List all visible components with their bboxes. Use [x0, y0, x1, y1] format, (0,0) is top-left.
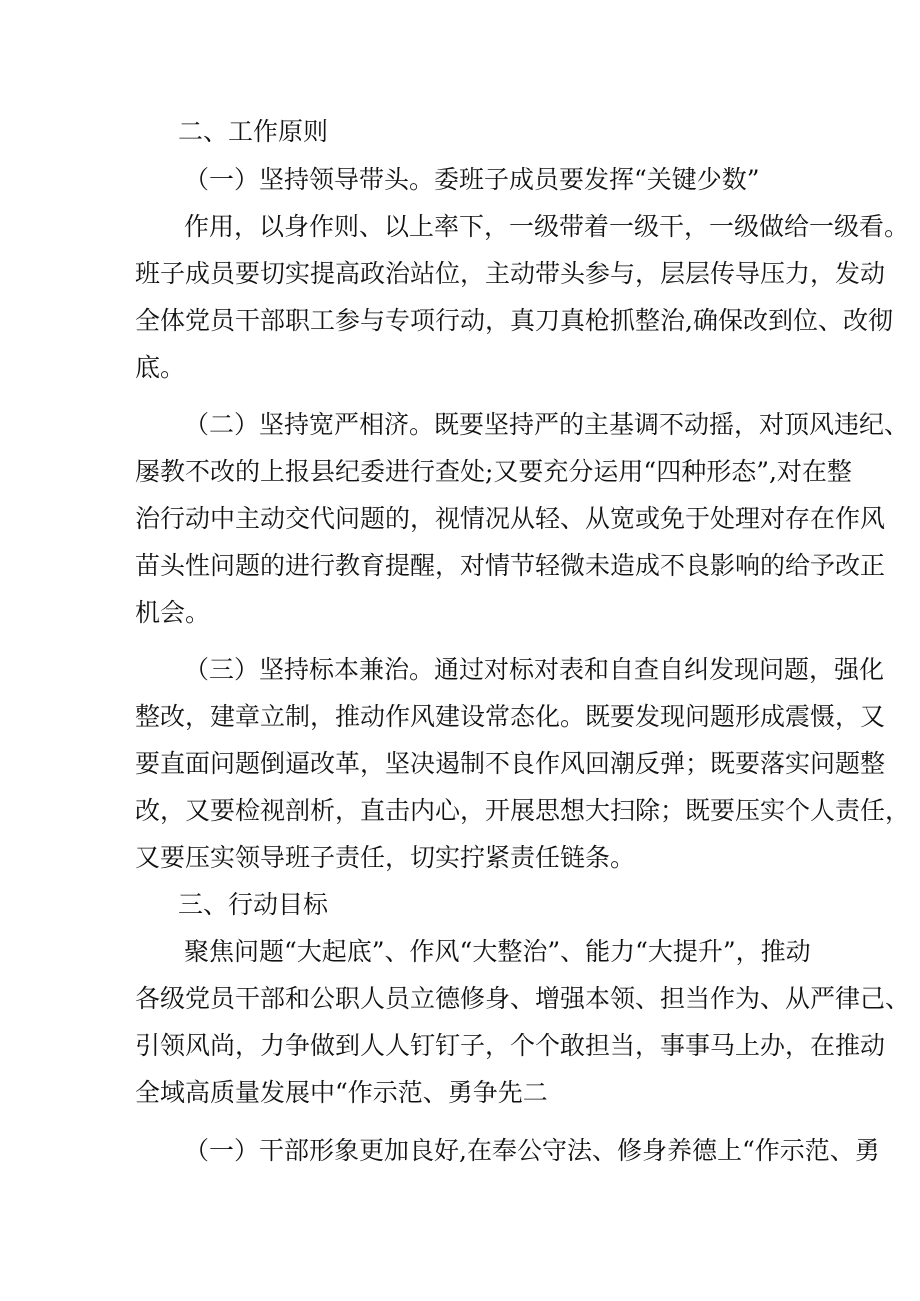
section-heading-action-goals: 三、行动目标	[178, 890, 329, 919]
paragraph-line: 苗头性问题的进行教育提醒，对情节轻微未造成不良影响的给予改正	[135, 551, 886, 580]
paragraph-line: 又要压实领导班子责任，切实拧紧责任链条。	[135, 843, 636, 872]
paragraph-line: （一）干部形象更加良好,在奉公守法、修身养德上“作示范、勇	[184, 1136, 880, 1165]
paragraph-line: 底。	[135, 353, 186, 382]
paragraph-line: 引领风尚，力争做到人人钉钉子，个个敢担当，事事马上办，在推动	[135, 1031, 886, 1060]
paragraph-line: 治行动中主动交代问题的，视情况从轻、从宽或免于处理对存在作风	[135, 504, 886, 533]
paragraph-line: 班子成员要切实提高政治站位，主动带头参与，层层传导压力，发动	[135, 259, 886, 288]
paragraph-line: 全域高质量发展中“作示范、勇争先二	[135, 1078, 548, 1107]
section-heading-work-principles: 二、工作原则	[178, 117, 329, 146]
paragraph-line: 聚焦问题“大起底”、作风“大整治”、能力“大提升”，推动	[184, 937, 811, 966]
paragraph-line: 全体党员干部职工参与专项行动，真刀真枪抓整治,确保改到位、改彻	[135, 306, 893, 335]
paragraph-line: 屡教不改的上报县纪委进行查处;又要充分运用“四种形态”,对在整	[135, 457, 852, 486]
paragraph-line: （一）坚持领导带头。委班子成员要发挥“关键少数”	[184, 165, 760, 194]
paragraph-line: 作用，以身作则、以上率下，一级带着一级干，一级做给一级看。	[184, 212, 910, 241]
paragraph-line: 机会。	[135, 598, 211, 627]
paragraph-line: 要直面问题倒逼改革，坚决遏制不良作风回潮反弹；既要落实问题整	[135, 749, 886, 778]
paragraph-line: （三）坚持标本兼治。通过对标对表和自查自纠发现问题，强化	[184, 655, 885, 684]
paragraph-line: （二）坚持宽严相济。既要坚持严的主基调不动摇，对顶风违纪、	[184, 410, 910, 439]
paragraph-line: 整改，建章立制，推动作风建设常态化。既要发现问题形成震慑，又	[135, 702, 886, 731]
paragraph-line: 改，又要检视剖析，直击内心，开展思想大扫除；既要压实个人责任，	[135, 796, 911, 825]
paragraph-line: 各级党员干部和公职人员立德修身、增强本领、担当作为、从严律己、	[135, 984, 911, 1013]
